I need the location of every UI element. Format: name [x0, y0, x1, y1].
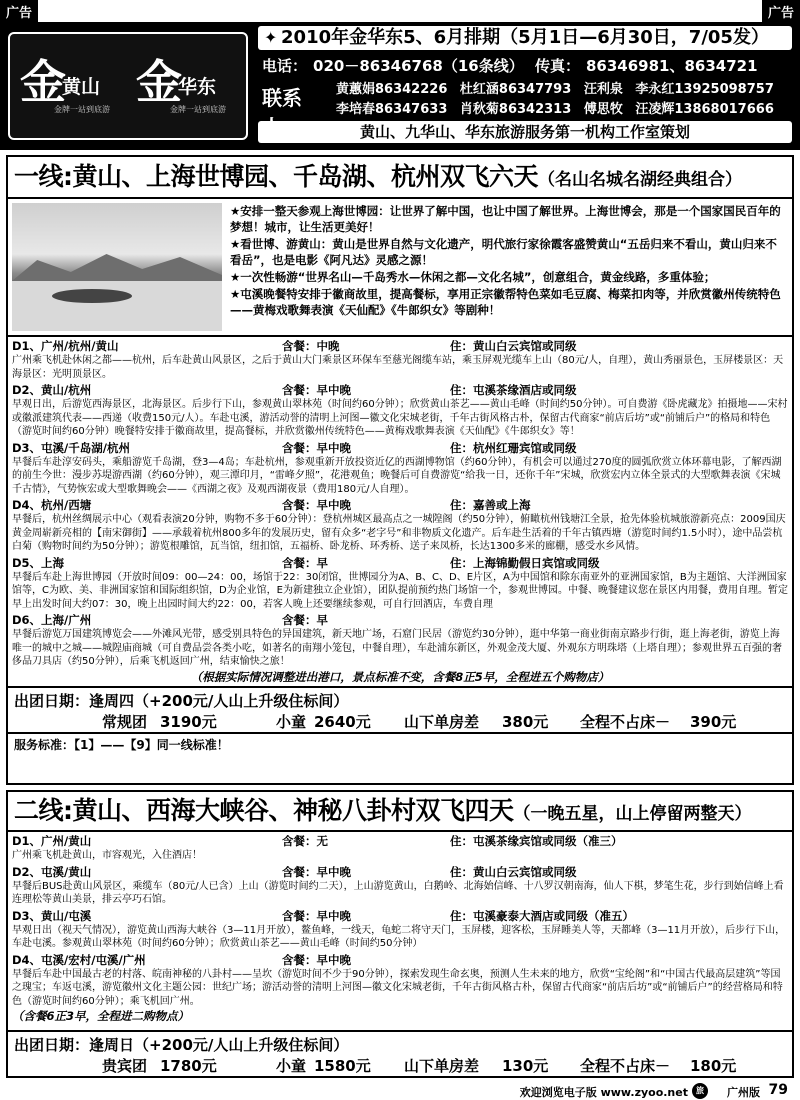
- route-2-title: [8, 792, 792, 832]
- single-supplement: 130元: [502, 1057, 549, 1075]
- schedule-text: 2010年金华东5、6月排期（5月1日—6月30日，7/05发）: [281, 27, 769, 48]
- day-meals: 含餐：早: [282, 555, 328, 570]
- itinerary: [8, 832, 792, 1026]
- day-header: [12, 909, 788, 924]
- price-std: 1780元: [160, 1057, 217, 1075]
- page-footer: [0, 1082, 800, 1100]
- day-body: 早餐后车赴淳安码头，乘船游览千岛湖，登3—4岛；车赴杭州，参观重新开放投资近亿的西湖博物馆（约60分钟），有机会可以通过270度的圆弧欣赏立体环幕电影，了解西湖的前生今世：漫步苏堤游西湖（约60分钟），观三潭印月，“雷峰夕照”，花港观鱼；晚餐后可自费游览“给我一日，还你千年”宋城，欣赏宏内立体全景式的大型歌舞表演《宋城千古情》，气势恢宏或大型歌舞晚会——《西湖之夜》及观西湖夜景（费用180元/人自理）。: [12, 456, 782, 495]
- price-child-label: 小童: [276, 713, 307, 731]
- highlight-item: ★屯溪晚餐特安排于徽商故里，提高餐标，享用正宗徽帮特色菜如毛豆腐、梅菜扣肉等，并欣赏徽州传统特色——黄梅戏歌舞表演《天仙配》《牛郎织女》等剧种！: [230, 287, 781, 317]
- nobed-label: 全程不占床－: [580, 1057, 671, 1075]
- phone-line: [258, 54, 792, 78]
- price-line: [14, 1055, 786, 1075]
- day-body: 广州乘飞机赴黄山，市容观光，入住酒店！: [12, 850, 202, 861]
- logo-name: 华东: [178, 76, 217, 98]
- day-body: 早餐后车赴中国最古老的村落、皖南神秘的八卦村——呈坎（游览时间不少于90分钟），探索发现生命玄奥，预测人生未来的地方，欣赏“宝纶阁”和“中国古代最高层建筑”等国之瑰宝；车返屯溪，游览徽州文化主题公园：世纪广场；游活动誉的清明上河图—徽文化宋城老街，千年古街风格古朴，保留古代商家“前店后坊”或“前铺后户”的经营格局和特色（游览时间约60分钟）；乘飞机回广州。: [12, 968, 783, 1007]
- day-meals: 含餐：早中晚: [282, 908, 351, 923]
- ad-tag-left: 广告: [0, 0, 38, 23]
- day-body: 早餐后，杭州丝绸展示中心（观看表演20分钟，购物不多于60分钟）：登杭州城区最高点之一城隍阁（约50分钟），俯瞰杭州钱塘江全景，抢先体验杭城旅游新亮点：2009国庆黄金周崭新亮相的【南宋御街】——承载着杭州800多年的发展历史，留有众多“老字号”和非物质文化遗产。后车赴生活着的千年古镇西塘（游览时间约1.5小时），途中品尝杭白菊（购物时间约为50分钟）；游览根雕馆，瓦当馆，纽扣馆，五福桥、卧龙桥、环秀桥、送子来凤桥，长达1300多米的廊棚，感受水乡风情。: [12, 514, 786, 552]
- day-header: [12, 383, 788, 398]
- route-title-sub: （名山名城名湖经典组合）: [538, 170, 742, 190]
- ad-tag-right: 广告: [762, 0, 800, 23]
- day-date: D2、屯溪/黄山: [12, 864, 92, 879]
- price-child: 1580元: [314, 1057, 371, 1075]
- day-date: D4、屯溪/宏村/屯溪/广州: [12, 952, 146, 967]
- single-label: 山下单房差: [404, 713, 480, 731]
- logo-huangshan: [16, 42, 128, 132]
- contact-person: 杜红涵86347793: [459, 82, 572, 97]
- service-standard: [8, 732, 792, 752]
- day-date: D4、杭州/西塘: [12, 498, 92, 512]
- price-line: [14, 711, 786, 731]
- day-meals: 含餐：早中晚: [282, 498, 351, 512]
- day-meals: 含餐：早中晚: [282, 952, 351, 967]
- footer-website[interactable]: 欢迎浏览电子版 www.zyoo.net: [519, 1086, 688, 1099]
- logo-mark: 金: [20, 55, 66, 109]
- highlight-item: ★看世博、游黄山：黄山是世界自然与文化遗产，明代旅行家徐霞客盛赞黄山“五岳归来不看山，黄山归来不看岳”，也是电影《阿凡达》灵感之源！: [230, 237, 777, 267]
- nobed-price: 390元: [690, 713, 737, 731]
- departure-pricing: [8, 1030, 792, 1076]
- nobed-price: 180元: [690, 1057, 737, 1075]
- contacts-label: 联系: [262, 86, 302, 110]
- travel-badge-icon: 旅: [692, 1083, 708, 1099]
- logo-huadong: [132, 42, 244, 132]
- departure-label: 出团日期：: [14, 692, 90, 710]
- departure-line: [14, 1034, 786, 1055]
- day-body: 广州乘飞机赴休闲之都——杭州，后车赴黄山风景区，之后于黄山大门乘景区环保车至慈光阁缆车站，乘玉屏观光缆车上山（80元/人，自理），黄山秀丽景色，玉屏楼景区：天海景区：光明顶景区。: [12, 355, 784, 380]
- route-note: （含餐6正3早，全程进二购物点）: [12, 1009, 190, 1023]
- day-hotel: 住：杭州红珊宾馆或同级: [450, 440, 577, 455]
- day-date: D2、黄山/杭州: [12, 383, 92, 397]
- single-label: 山下单房差: [404, 1057, 480, 1075]
- contact-person: 黄蕙娟86342226: [336, 82, 448, 97]
- contact-person: 汪利泉: [583, 82, 623, 97]
- logo-slogan: 金牌一站到底游: [54, 105, 110, 114]
- route-1: [6, 155, 794, 785]
- route-note: （根据实际情况调整进出港口，景点标准不变，含餐8正5早，全程进五个购物店）: [190, 669, 610, 684]
- itinerary: [8, 337, 792, 686]
- contacts-row-2: [336, 98, 782, 117]
- day-header: [12, 498, 788, 513]
- day-date: D3、黄山/屯溪: [12, 908, 92, 923]
- departure-day: 逢周四（+200元/人山上升级住标间）: [89, 692, 349, 710]
- contact-person: 汪凌辉13868017666: [635, 102, 774, 117]
- price-child-label: 小童: [276, 1057, 307, 1075]
- logo-name: 黄山: [62, 76, 101, 98]
- day-date: D5、上海: [12, 555, 65, 570]
- contact-person: 李永红13925098757: [635, 82, 774, 97]
- day-meals: 含餐：早中晚: [282, 440, 351, 455]
- day-header: [12, 556, 788, 571]
- contact-person: 肖秋菊86342313: [459, 102, 572, 117]
- route-title-sub: （一晚五星，山上停留两整天）: [513, 804, 752, 824]
- star-icon: ✦: [264, 28, 278, 47]
- price-std-label: 贵宾团: [102, 1057, 148, 1075]
- route-2: [6, 790, 794, 1078]
- route-1-intro: [8, 199, 792, 337]
- logo-mark: 金: [136, 55, 182, 109]
- day-header: [12, 865, 788, 880]
- day-hotel: 住：上海锦勤假日宾馆或同级: [450, 555, 600, 570]
- day-hotel: 住：屯溪豪泰大酒店或同级（准五）: [450, 908, 634, 923]
- day-hotel: 住：屯溪茶缘酒店或同级: [450, 383, 577, 397]
- schedule-banner: [258, 26, 792, 50]
- photo-mountains: [12, 251, 222, 281]
- price-std-label: 常规团: [102, 713, 148, 731]
- fax-number: 86346981、8634721: [585, 57, 758, 75]
- single-supplement: 380元: [502, 713, 549, 731]
- day-date: D6、上海/广州: [12, 613, 92, 627]
- day-meals: 含餐：早中晚: [282, 864, 351, 879]
- price-child: 2640元: [314, 713, 371, 731]
- day-meals: 含餐：无: [282, 834, 328, 848]
- day-header: [12, 339, 788, 354]
- route-1-title: [8, 157, 792, 199]
- service-text: 【1】——【9】同一线标准！: [74, 738, 229, 752]
- logo-slogan: 金牌一站到底游: [170, 105, 226, 114]
- page-number: 79: [768, 1082, 788, 1098]
- day-body: 早观日出，后游览西海景区，北海景区。后步行下山，参观黄山翠林苑（时间约60分钟）；欣赏黄山茶艺——黄山毛峰（时间约50分钟）。可自费游《卧虎藏龙》拍摄地——宋村或徽派建筑代表——西递（收费150元/人）。车赴屯溪，游活动誉的清明上河图—徽文化宋城老街，千年古街风格古朴，保留古代商家“前店后坊”或“前铺后户”的格局和特色（游览时间约60分钟）晚餐特安排于徽商故里，提高餐标，并欣赏徽州传统特色——黄梅戏歌舞表演《天仙配》《牛郎织女》等！: [12, 399, 788, 437]
- route-title-main: 二线:黄山、西海大峡谷、神秘八卦村双飞四天: [14, 796, 514, 825]
- header-banner: [0, 22, 800, 150]
- departure-label: 出团日期：: [14, 1036, 90, 1054]
- highlights: [230, 203, 788, 319]
- day-meals: 含餐：早: [282, 613, 328, 627]
- price-std: 3190元: [160, 713, 217, 731]
- service-label: 服务标准：: [14, 738, 75, 752]
- day-hotel: 住：黄山白云宾馆或同级: [450, 864, 577, 879]
- photo-island: [52, 289, 132, 303]
- day-meals: 含餐：早中晚: [282, 383, 351, 397]
- day-hotel: 住：嘉善或上海: [450, 498, 531, 512]
- contact-person: 傅思牧: [583, 102, 623, 117]
- route-title-main: 一线:黄山、上海世博园、千岛湖、杭州双飞六天: [14, 162, 538, 191]
- day-hotel: 住：屯溪茶缘宾馆或同级（准三）: [450, 834, 623, 848]
- photo-water: [12, 281, 222, 331]
- departure-line: [14, 690, 786, 711]
- phone-label: 电话：: [262, 57, 308, 75]
- highlight-item: ★一次性畅游“世界名山—千岛秀水—休闲之都—文化名城”，创意组合，黄金线路，多重体验；: [230, 270, 716, 284]
- day-date: D1、广州/杭州/黄山: [12, 339, 119, 353]
- day-date: D3、屯溪/千岛湖/杭州: [12, 440, 130, 455]
- contact-block: [258, 54, 792, 118]
- contact-person: 李培春86347633: [336, 102, 448, 117]
- day-date: D1、广州/黄山: [12, 834, 92, 848]
- studio-banner: 黄山、九华山、华东旅游服务第一机构工作室策划: [258, 121, 792, 143]
- departure-day: 逢周日（+200元/人山上升级住标间）: [89, 1036, 349, 1054]
- logo-panel: [8, 32, 248, 140]
- day-body: 早餐后游览万国建筑博览会——外滩风光带，感受别具特色的异国建筑，新天地广场，石窟门民居（游览约30分钟），逛中华第一商业街南京路步行街，逛上海老街，游览上海唯一的城中之城——城隍庙商城（可自费品尝各类小吃，如著名的南翔小笼包，中餐自理），车赴浦东新区，外观金茂大厦、外观东方明珠塔（上塔自理）；参观世界五百强的奢侈品刀具店（约50分钟），后乘飞机返回广州，结束愉快之旅！: [12, 629, 782, 667]
- nobed-label: 全程不占床－: [580, 713, 671, 731]
- day-body: 早观日出（视天气情况），游览黄山西海大峡谷（3—11月开放），鳌鱼峰，一线天，龟蛇二将守天门，玉屏楼，迎客松，玉屏睡美人等，天都峰（3—11月开放），后步行下山，车赴屯溪。参观黄山翠林苑（时间约60分钟）；欣赏黄山茶艺——黄山毛峰（时间约50分钟）: [12, 924, 786, 949]
- contacts: [258, 78, 792, 118]
- day-header: [12, 834, 788, 849]
- day-body: 早餐后BUS赴黄山风景区，乘缆车（80元/人已含）上山（游览时间约二天），上山游览黄山，白鹅岭、北海始信峰、十八罗汉朝南海，仙人下棋，梦笔生花，步行到始信峰上看连理松等黄山美景，排云亭巧石馆。: [12, 880, 784, 905]
- phone-number: 020－86346768（16条线）: [313, 57, 524, 75]
- fax-label: 传真：: [534, 57, 580, 75]
- lake-photo: [12, 203, 222, 331]
- highlight-item: ★安排一整天参观上海世博园：让世界了解中国，也让中国了解世界。上海世博会，那是一个国家国民百年的梦想！城市，让生活更美好！: [230, 204, 781, 234]
- day-header: [12, 953, 788, 968]
- day-meals: 含餐：中晚: [282, 339, 340, 353]
- footer-edition: 广州版: [727, 1086, 760, 1099]
- day-header: [12, 613, 788, 628]
- day-header: [12, 441, 788, 456]
- departure-pricing: [8, 686, 792, 732]
- day-hotel: 住：黄山白云宾馆或同级: [450, 339, 577, 353]
- contacts-row-1: [336, 78, 782, 97]
- day-body: 早餐后车赴上海世博园（开放时间09：00—24：00，场馆于22：30闭馆，世博园分为A、B、C、D、E片区，A为中国馆和除东南亚外的亚洲国家馆，B为主题馆、大洋洲国家馆等，C为欧、美、非洲国家馆和国际组织馆，D为企业馆，E为新建独立企业馆），团队提前预约热门场馆一个，参观世博园。中餐、晚餐建议您在景区内用餐，费用自理。暂定早上出发时间大约07：30，晚上出园时间大约22：00，若客人晚上还要继续参观，可自行回酒店，车费自理: [12, 571, 788, 610]
